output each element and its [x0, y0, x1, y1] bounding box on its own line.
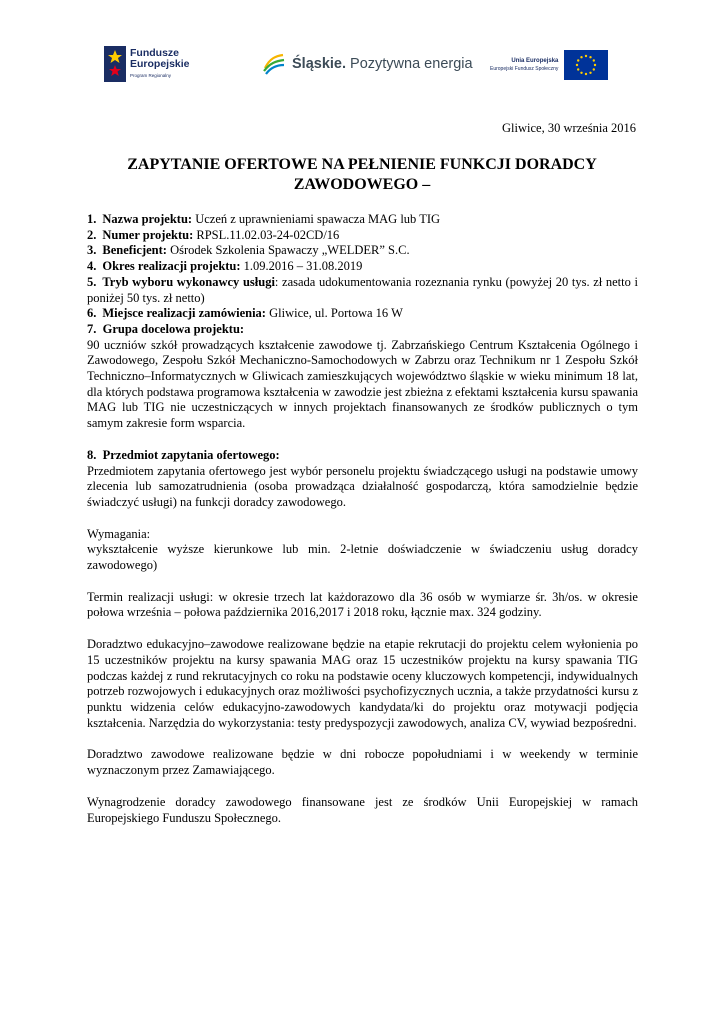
ue-line1: Unia Europejska — [511, 58, 559, 64]
item-number: 4. — [87, 259, 97, 274]
paragraph-funding: Wynagrodzenie doradcy zawodowego finansowane jest ze środków Unii Europejskiej w ramach Europejskiego Funduszu Społecznego. — [87, 794, 638, 825]
item-5 — [87, 275, 638, 306]
section-7-text: 90 uczniów szkół prowadzących kształcenie zawodowe tj. Zabrzańskiego Centrum Kształcenia Ogólnego i Zawodowego, Zespołu Szkół Mechaniczno-Samochodowych w Zabrzu oraz Technikum nr 1 Zespołu Szkół Techniczno–Informatycznych w Gliwicach zamieszkujących województwo śląskie w wieku minimum 18 lat, dla których podstawa programowa kształcenia w zawodzie jest zbieżna z efektami kształcenia kursu spawania MAG lub TIG nie uczestniczących w innych projektach finansowanych ze środków publicznych o tym samym zakresie form wsparcia. — [87, 337, 638, 431]
item-6 — [87, 306, 638, 322]
section-7-number: 7. — [87, 321, 97, 336]
item-label: Tryb wyboru wykonawcy usługi — [102, 274, 275, 289]
logo-bar — [96, 40, 636, 96]
item-value: 1.09.2016 – 31.08.2019 — [240, 259, 363, 274]
section-7-label: Grupa docelowa projektu: — [102, 321, 245, 336]
section-7-heading — [87, 322, 638, 338]
slaskie-rest: Pozytywna energia — [346, 56, 473, 72]
item-2 — [87, 228, 638, 244]
fundusze-europejskie-logo — [104, 46, 190, 82]
item-value: Ośrodek Szkolenia Spawaczy „WELDER” S.C. — [166, 243, 410, 258]
fe-line1: Fundusze — [130, 46, 179, 59]
unia-europejska-logo — [490, 50, 608, 80]
section-8-text: Przedmiotem zapytania ofertowego jest wybór personelu projektu świadczącego usługi na podstawie umowy zlecenia lub samozatrudnienia (osoba prowadząca działalność gospodarczą, która samodzielnie będzie świadczyć usługi) na funkcji doradcy zawodowego. — [87, 463, 638, 509]
item-label: Numer projektu: — [102, 227, 194, 242]
paragraph-schedule: Doradztwo zawodowe realizowane będzie w dni robocze popołudniami i w weekendy w terminie wyznaczonym przez Zamawiającego. — [87, 747, 638, 778]
title-line2: ZAWODOWEGO – — [293, 176, 431, 193]
requirements — [87, 527, 638, 574]
item-1 — [87, 212, 638, 228]
section-7 — [87, 322, 638, 432]
item-value: RPSL.11.02.03-24-02CD/16 — [193, 227, 340, 242]
item-label: Beneficjent: — [102, 243, 167, 258]
section-8-number: 8. — [87, 447, 97, 462]
item-number: 2. — [87, 227, 97, 242]
fe-stars-icon — [104, 46, 126, 82]
item-number: 3. — [87, 243, 97, 258]
item-4 — [87, 259, 638, 275]
paragraph-term: Termin realizacji usługi: w okresie trzech lat każdorazowo dla 36 osób w wymiarze śr. 3h/os. w okresie połowa września – połowa października 2016,2017 i 2018 roku, łącznie max. 324 godziny. — [87, 589, 638, 620]
item-label: Okres realizacji projektu: — [102, 259, 241, 274]
item-3 — [87, 243, 638, 259]
item-number: 6. — [87, 306, 97, 321]
document-body — [87, 212, 638, 842]
requirements-heading: Wymagania: — [87, 526, 151, 541]
title-line1: ZAPYTANIE OFERTOWE NA PEŁNIENIE FUNKCJI DORADCY — [127, 156, 597, 173]
document-date: Gliwice, 30 września 2016 — [502, 121, 636, 135]
item-label: Miejsce realizacji zamówienia: — [102, 306, 266, 321]
fe-line2: Europejskie — [130, 57, 190, 70]
section-8 — [87, 448, 638, 511]
ue-line2: Europejski Fundusz Społeczny — [490, 66, 559, 72]
slaskie-bold: Śląskie. — [292, 56, 347, 72]
eu-flag-icon — [564, 50, 608, 80]
item-label: Nazwa projektu: — [102, 212, 193, 226]
section-8-label: Przedmiot zapytania ofertowego: — [102, 447, 280, 462]
item-value: : zasada udokumentowania rozeznania rynku (powyżej 20 tys. zł netto i poniżej 50 tys. zł netto) — [87, 274, 638, 305]
paragraph-counselling: Doradztwo edukacyjno–zawodowe realizowane będzie na etapie rekrutacji do projektu celem wyłonienia po 15 uczestników projektu na kursy spawania MAG oraz 15 uczestników projektu na kursy spawania TIG podczas każdej z rund rekrutacyjnych co roku na podstawie oceny kluczowych kompetencji, indywidualnych potrzeb rozwojowych i edukacyjnych oraz możliwości psychofizycznych ucznia, a także przydatności kursu z punktu widzenia celów edukacyjno-zawodowych kandydata/ki do projektu oraz motywacji podjęcia kształcenia. Narzędzia do wykorzystania: testy predyspozycji zawodowych, analiza CV, wywiad bezpośredni. — [87, 637, 638, 730]
slaskie-swirl-icon — [262, 52, 286, 76]
section-8-heading — [87, 448, 638, 464]
document-title — [86, 155, 638, 195]
requirements-text: wykształcenie wyższe kierunkowe lub min. 2-letnie doświadczenie w świadczeniu usług doradcy zawodowego) — [87, 542, 638, 573]
item-number: 5. — [87, 274, 97, 289]
item-number: 1. — [87, 212, 97, 226]
item-value: Gliwice, ul. Portowa 16 W — [265, 306, 403, 321]
slaskie-logo — [262, 52, 473, 76]
item-value: Uczeń z uprawnieniami spawacza MAG lub TIG — [192, 212, 441, 226]
fe-line3: Program Regionalny — [130, 72, 172, 78]
